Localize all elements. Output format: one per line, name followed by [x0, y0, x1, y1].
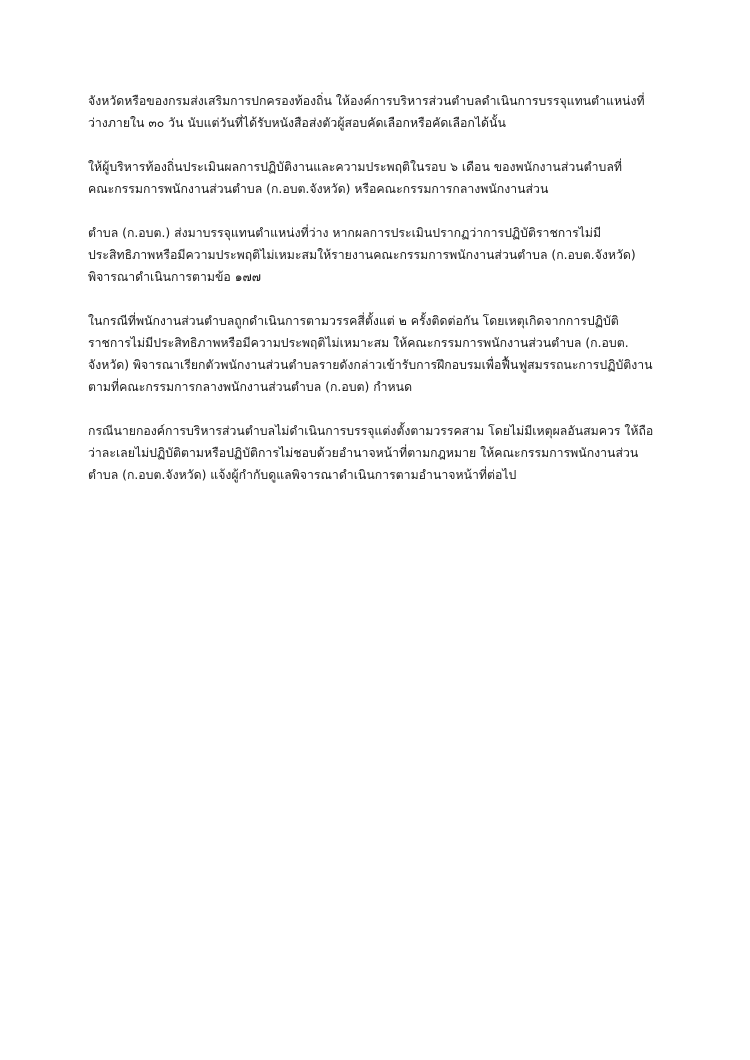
- text-line: กรณีนายกองค์การบริหารส่วนตำบลไม่ดำเนินการบรรจุแต่งตั้งตามวรรคสาม โดยไม่มีเหตุผลอันสมควร ให้ถือ: [88, 424, 654, 438]
- text-line: ในกรณีที่พนักงานส่วนตำบลถูกดำเนินการตามวรรคสี่ตั้งแต่ ๒ ครั้งติดต่อกัน โดยเหตุเกิดจากการปฏิบัติ: [88, 314, 619, 328]
- text-line: ตำบล (ก.อบต.) ส่งมาบรรจุแทนตำแหน่งที่ว่าง หากผลการประเมินปรากฏว่าการปฏิบัติราชการไม่มี: [88, 226, 602, 240]
- paragraph-4: [88, 310, 670, 398]
- text-line: คณะกรรมการพนักงานส่วนตำบล (ก.อบต.จังหวัด) หรือคณะกรรมการกลางพนักงานส่วน: [88, 182, 549, 196]
- paragraph-5: [88, 420, 670, 486]
- text-line: ให้ผู้บริหารท้องถิ่นประเมินผลการปฏิบัติงานและความประพฤติในรอบ ๖ เดือน ของพนักงานส่วนตำบลที่: [88, 160, 622, 174]
- text-line: พิจารณาดำเนินการตามข้อ ๑๗๗: [88, 270, 261, 284]
- text-line: ประสิทธิภาพหรือมีความประพฤติไม่เหมะสมให้รายงานคณะกรรมการพนักงานส่วนตำบล (ก.อบต.จังหวัด): [88, 248, 636, 262]
- document-body: [88, 90, 670, 508]
- text-line: จังหวัดหรือของกรมส่งเสริมการปกครองท้องถิ่น ให้องค์การบริหารส่วนตำบลดำเนินการบรรจุแทนตำแหน่งที่: [88, 94, 645, 108]
- paragraph-3: [88, 222, 670, 288]
- text-line: ว่างภายใน ๓๐ วัน นับแต่วันที่ได้รับหนังสือส่งตัวผู้สอบคัดเลือกหรือคัดเลือกได้นั้น: [88, 116, 506, 130]
- paragraph-1: [88, 90, 670, 134]
- text-line: ตามที่คณะกรรมการกลางพนักงานส่วนตำบล (ก.อบต) กำหนด: [88, 380, 413, 394]
- text-line: ตำบล (ก.อบต.จังหวัด) แจ้งผู้กำกับดูแลพิจารณาดำเนินการตามอำนาจหน้าที่ต่อไป: [88, 468, 517, 482]
- text-line: จังหวัด) พิจารณาเรียกตัวพนักงานส่วนตำบลรายดังกล่าวเข้ารับการฝึกอบรมเพื่อฟื้นฟูสมรรถนะการปฏิบัติงาน: [88, 358, 653, 372]
- paragraph-2: [88, 156, 670, 200]
- text-line: ว่าละเลยไม่ปฏิบัติตามหรือปฏิบัติการไม่ชอบด้วยอำนาจหน้าที่ตามกฎหมาย ให้คณะกรรมการพนักงานส่วน: [88, 446, 639, 460]
- text-line: ราชการไม่มีประสิทธิภาพหรือมีความประพฤติไม่เหมาะสม ให้คณะกรรมการพนักงานส่วนตำบล (ก.อบต.: [88, 336, 629, 350]
